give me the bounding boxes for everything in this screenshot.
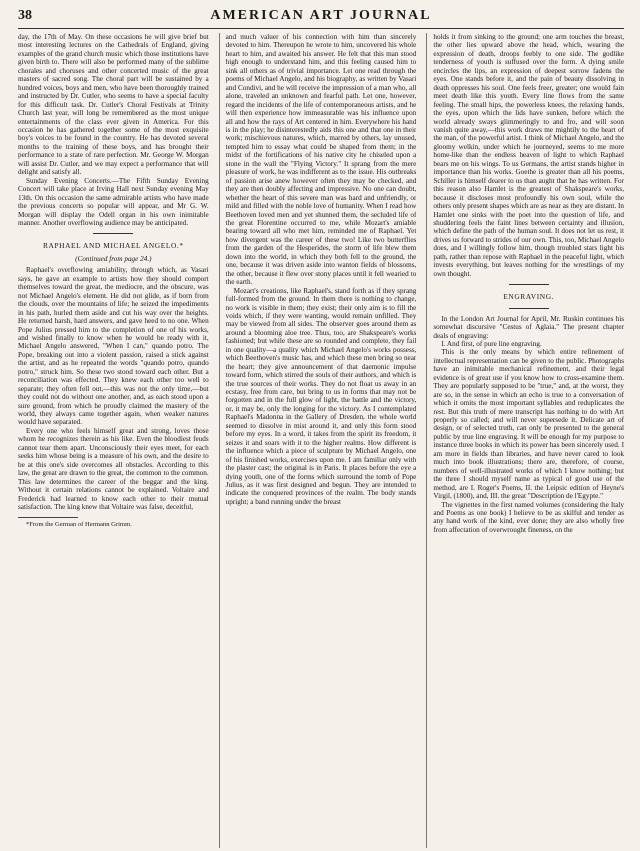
page-header xyxy=(18,8,624,29)
divider xyxy=(509,308,549,309)
paragraph: Raphael's overflowing amiability, through which, as Vasari says, he gave an example to artists how they should comport themselves toward the great, the mediocre, and the obscure, was not Michael Angelo's element. He did not glide, as if born from the clouds, over the mountains of life; he seized the impediments in his path, hurled them aside and cut his way over the heights. He returned harsh, hard answers, and gave heed to no one. When Pope Julius pressed him to the completion of one of his works, and wished finally to know when he would be ready with it, Michael Angelo answered, "When I can," quando potro. The Pope, breaking out into a violent passion, raised a stick against the artist, and as he repeated the words "quando potro, quando potro," struck him. So these two stood toward each other. But a reconciliation was effected. They knew each other too well to separate; they often fell out,—this was not the only time,—but they could not do without one another, and, as each stood upon a sure ground, from which he proudly claimed the mastery of the world, they always came together again, when weaker natures would have separated. xyxy=(18,266,209,427)
continued-note: (Continued from page 24.) xyxy=(75,254,152,263)
column-middle xyxy=(219,33,417,848)
divider xyxy=(509,284,549,285)
footnote-divider xyxy=(18,517,78,518)
section-title: RAPHAEL AND MICHAEL ANGELO.* xyxy=(43,241,184,251)
paragraph: In the London Art Journal for April, Mr. Ruskin continues his somewhat discursive "Cestus of Aglaia." The present chapter deals of engraving: xyxy=(433,314,624,340)
paragraph: day, the 17th of May. On these occasions he will give brief but most interesting lectures on the Cathedrals of England, giving examples of the grand church music which those institutions have given birth to. There will also be performed many of the sublime chorales and choruses and other concerted music of the great masters of sacred song. The choral part will be sustained by a hundred voices, boys and men, who have been thoroughly trained and instructed by Dr. Cutler, who seems to have a special faculty for this difficult task. Dr. Cutler's Choral Festivals at Trinity Church last year, will long be remembered as the most unique entertainments of the class ever given in America. For this occasion he has gathered together some of the most exquisite boy's voices to be found in the country. He has devoted several months to the training of these boys, and has brought their performance to a state of rare perfection. Mr. George W. Morgan will assist Dr. Cutler, and we may expect a performance that will delight and satisfy all. xyxy=(18,33,209,177)
column-right xyxy=(426,33,624,848)
paragraph: I. And first, of pure line engraving. xyxy=(441,339,542,348)
paragraph: Mozart's creations, like Raphael's, stand forth as if they sprang full-formed from the ground. In them there is nothing to change, no work is visible in them; they exist; their only aim is to fill the voids which, if they were wanting, would remain unfilled. They may be viewed from all sides. The observer goes around them as around a blooming aloe tree. Thus, too, are Shakspeare's works fashioned; but while these are so rounded and complete, they fail in one quality—a quality which Michael Angelo's works possess, which Beethoven's music has, and which these men bring so near the heart; they give announcement of that daemonic impulse toward form, which stirred the souls of their authors, and which is the true sources of their works. They do not float us away in an ecstasy, free from care, but bring to us in forms that may not be forgotten and in the full glow of light, the battle and the victory, or, it may be, only the longing for the victory. As I contemplated Raphael's Madonna in the Gallery of Dresden, the whole world seemed to dissolve in mist around it, and only this form stood before my eyes. In a word, it takes from the spirit its freedom, it seizes it and soars with it to the higher realms. How different is the influence which a piece of sculpture by Michael Angelo, one of his finished works, exercises upon me. I am familiar only with the plaster cast; the original is in Paris. It places before the eye a dying youth, one of the forms which surround the tomb of Pope Julius, as it was first designed and begun. They are intended to indicate the conquered provinces of the realm. The body stands upright; a band running under the breast xyxy=(225,286,417,506)
journal-title: AMERICAN ART JOURNAL xyxy=(210,8,432,23)
paragraph: This is the only means by which entire refinement of intellectual representation can be given to the public. Photographs have an inimitable mechanical refinement, and their legal evidence is of great use if you know how to cross-examine them. They are popularly supposed to be "true," and, at the worst, they are so, in the sense in which an echo is true to a conversation of which it omits the most important syllables and reduplicates the rest. But this truth of mere transcript has nothing to do with Art properly so called; and will never supersede it. Delicate art of design, or of selected truth, can only be presented to the general public by true line engraving. It will be enough for my purpose to instance three books in which its power has been sincerely used. I am more in fields than libraries, and have never cared to look much into book illustrations; there are, therefore, of course, numbers of well-illustrated works of which I know nothing; but the three I should myself name as typical of good use of the method, are I. Roger's Poems, II. the Leipsic edition of Heyne's Virgil, (1800), and, III. the great "Description de l'Egypte." xyxy=(433,348,624,501)
paragraph: and much valuer of his connection with him than sincerely devoted to him. Thereupon he wrote to him, uncovered his whole heart to him, and awaited his answer. He felt that this man stood high enough to understand him, and this feeling caused him to sink all others as of trivial importance. Let one read through the poems of Michael Angelo, and his biography, as written by Vasari and Condivi, and he will receive the impression of a man who, all alone, traveled an unknown and fearful path. Let one, however, regard the incidents of the life of contemporaneous artists, and he will then experience how immeasurable was his influence upon all and how the rays of Art centered in him. Everywhere his hand is in the play; he disinterestedly aids this one and that one in their work; mischievous natures, which, marred by others, lay unused, tempted him to essay what could be shaped from them; in the midst of the fortifications of his native city he chiseled upon a stone in the wall the "Flying Victory." It sprang from the mere pleasure of work, he was indifferent as to the issue. His outbreaks of passion arise anew however often they may be checked, and they are then doubly affecting and impressive. No one can doubt, whether the heart of this severe man was hard and unfriendly, or mild and filled with the noble love of humanity. When I read how Beethoven loved men and yet shunned them, the secluded life of the great Florentine occurred to me, while Mozart's amiable bearing toward all who met him, reminded me of Raphael. Yet how divergent was the career of these two! Like two butterflies from the garden of the Hesperides, the storm of life blew them down into the world, in which they both fell to the ground, the one, because it was driven aside into wanton fields of blossoms, the other, because it flew over stony places until it fell wearied to the earth. xyxy=(225,33,417,287)
page-number: 38 xyxy=(18,8,32,23)
footnote: *From the German of Hermann Grimm. xyxy=(26,521,132,529)
column-left xyxy=(18,33,209,848)
paragraph: holds it from sinking to the ground; one arm touches the breast, the other lies upward above the head, which, wearing the expression of death, droops feebly to one side. The godlike tenderness of youth is suffused over the form. A dying smile encircles the lips, an expression of deepest sorrow fadens the eyes. One stands before it, and the pain of beauty dissolving in death oppresses his soul. One feels freer, greater; one would fain meet death like this youth. Every line flows from the same feeling. The small hips, the powerless knees, the relaxing hands, the eyes, upon which the lids have sunken, before which the world already sways glimmeringly to and fro, and will soon vanish quite away,—this work draws me mightily to the heart of the man, of the powerful artist. I think of Michael Angelo, and the gloomy welkin, under which he journeyed, seems to me more home-like than the endless heaven of light to which Raphael bears me on his wings. To us Germans, the artist stands higher in importance than his works. Goethe is greater than all his poems, Schiller is himself dearer to us than aught that he has written. For this reason also Hamlet is the greatest of Shakspeare's works, because it discloses most profoundly his own soul, while the others only present shapes which are as near as they are distant. In Hamlet one sinks with the poet into the question of life, and shuddering feels the faint lines between certainty and illusion, which define the path of the human soul. It does not let us rest, it drives us forward to strides of our own. This, too, Michael Angelo does, and I willingly follow him, though troubled stars light his path, rather than repose with Raphael in the peaceful light, which invests everything, but leaves nothing for the wrestlings of my own thought. xyxy=(433,33,624,278)
divider xyxy=(93,233,133,234)
paragraph: Every one who feels himself great and strong, loves those whom he recognizes therein as his like. Even the bloodiest feuds cannot tear them apart. Unconsciously their eyes meet, for each seeks him whose being is a measure of his own, and the desire to be at this one's side overcomes all obstacles. According to this law, the great are drawn to the great, the common to the common. This law determines the career of the beggar and the king. Without it certain relations cannot be explained. Voltaire and Frederick had learned to know each other to their mutual satisfaction. The king knew that Voltaire was false, deceitful, xyxy=(18,426,209,512)
paragraph: Sunday Evening Concerts.—The Fifth Sunday Evening Concert will take place at Irving Hall next Sunday evening May 13th. On this occasion the same admirable artists who have made the previous concerts so popular will appear, and Mr G. W. Morgan will display the Odell organ in his own inimitable manner. Another overflowing audience may be anticipated. xyxy=(18,176,209,227)
section-title: ENGRAVING. xyxy=(503,292,555,302)
article-columns xyxy=(18,33,624,848)
paragraph: The vignettes in the first named volumes (considering the Italy and Poems as one book) I believe to be as skilful and tender as any hand work of the kind, ever done; they are also wholly free from affectation of overwrought fineness, on the xyxy=(433,500,624,534)
